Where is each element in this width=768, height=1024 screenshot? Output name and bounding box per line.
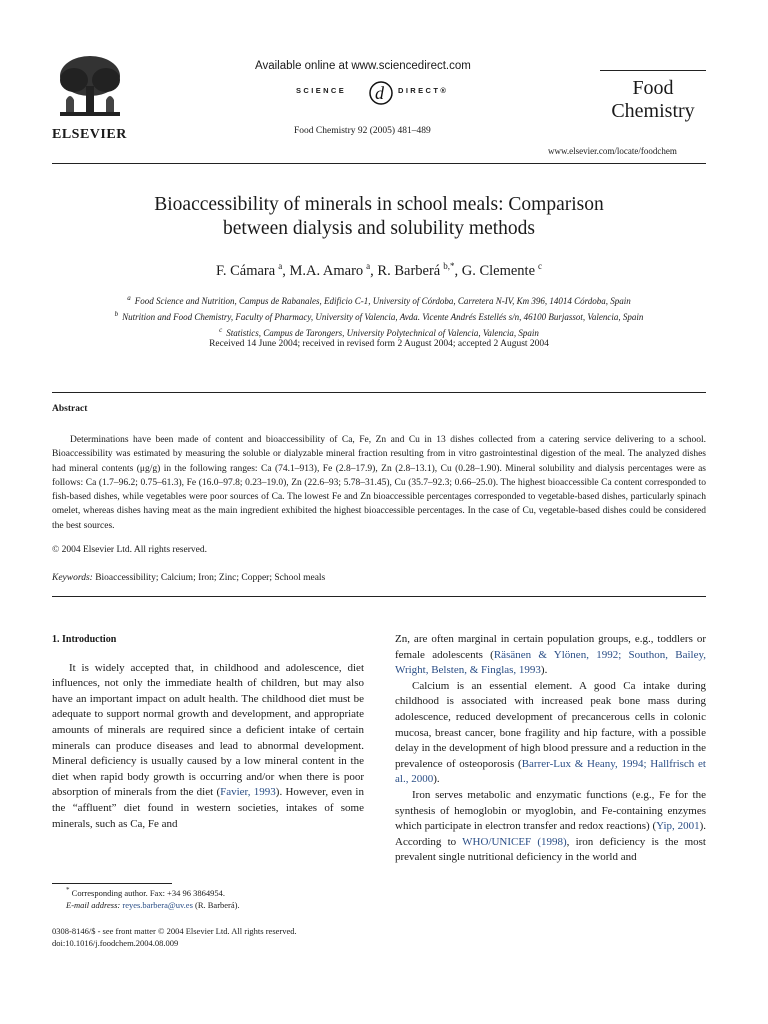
author-name: G. Clemente: [461, 262, 536, 279]
intro-paragraph-continued: [395, 632, 706, 679]
keywords: [52, 573, 325, 583]
right-column: [395, 632, 706, 866]
intro-paragraph-1: [52, 661, 364, 833]
affiliation-sup: a: [127, 294, 131, 302]
author-name: M.A. Amaro: [289, 262, 364, 279]
author-separator: ,: [454, 262, 462, 279]
issn-line: 0308-8146/$ - see front matter © 2004 Elsevier Ltd. All rights reserved.: [52, 926, 297, 936]
ref-who-unicef-link[interactable]: WHO/UNICEF (1998): [462, 835, 567, 848]
right-p3-text-c: , iron deficiency is the most prevalent single nutritional deficiency in the world and: [395, 835, 706, 864]
publisher-name: ELSEVIER: [52, 127, 127, 142]
author-affiliation-sup: c: [538, 261, 543, 271]
right-p1-text-a: Zn, are often marginal in certain population groups, e.g., toddlers or female adolescents (: [395, 633, 706, 661]
section-heading-introduction: 1. Introduction: [52, 634, 117, 645]
footnote-star: *: [66, 886, 70, 894]
email-label: E-mail address:: [66, 899, 121, 910]
intro-p1-text-a: It is widely accepted that, in childhood and adolescence, diet influences, not only the immediate health of children, but may also have an important impact on adult health. The childhood diet must be adequate to support normal growth and development, and appropriate amounts of minerals are required since a deficient intake of certain minerals can produce diseases and lead to abnormal development. Mineral deficiency is usually caused by a low mineral content in the diet when rapid body growth is occurring and/or when there is poor absorption of minerals from the diet (: [52, 661, 364, 799]
right-p3-text-a: Iron serves metabolic and enzymatic functions (e.g., Fe for the synthesis of hemoglobin or myoglobin, and Fe-containing enzymes which participate in electron transfer and redox reactions) (: [395, 788, 706, 833]
abstract-body: [52, 433, 706, 533]
journal-url[interactable]: www.elsevier.com/locate/foodchem: [548, 146, 677, 156]
footnote: [52, 884, 364, 911]
affiliation-text: Nutrition and Food Chemistry, Faculty of Pharmacy, University of Valencia, Avda. Vicente Andrés Estellés s/n, 46100 Burjassot, Valencia, Spain: [122, 312, 644, 322]
email-note: [52, 899, 364, 911]
affiliations: [52, 292, 706, 340]
abstract-heading: Abstract: [52, 404, 88, 414]
calcium-paragraph: [395, 679, 706, 788]
available-online-text: Available online at www.sciencedirect.com: [255, 60, 471, 72]
author-name: R. Barberá: [377, 262, 441, 279]
elsevier-tree-logo: [52, 50, 128, 124]
affiliation-line: [52, 292, 706, 308]
affiliation-text: Statistics, Campus de Tarongers, University Polytechnical of Valencia, Valencia, Spain: [226, 328, 539, 338]
author-affiliation-sup: a: [366, 261, 371, 271]
ref-favier-link[interactable]: Favier, 1993: [220, 786, 276, 799]
right-p3-text-b: ). According to: [395, 820, 706, 848]
affiliation-line: [52, 324, 706, 340]
ref-rasanen-southon-link[interactable]: Räsänen & Ylönen, 1992; Southon, Bailey, Wright, Belsten, & Finglas, 1993: [395, 648, 706, 677]
sciencedirect-logo-right: [398, 86, 446, 95]
doi-line[interactable]: doi:10.1016/j.foodchem.2004.08.009: [52, 938, 179, 948]
sd-right-text: DIRECT: [398, 86, 441, 95]
author-separator: ,: [282, 262, 290, 279]
article-title: [52, 193, 706, 241]
received-dates: Received 14 June 2004; received in revised form 2 August 2004; accepted 2 August 2004: [209, 339, 549, 349]
title-line-1: Bioaccessibility of minerals in school meals: Comparison: [154, 194, 604, 215]
right-p2-text-b: ).: [433, 773, 440, 786]
right-p2-text-a: Calcium is an essential element. A good Ca intake during childhood is associated with increased peak bone mass during adolescence, reduced development of precancerous cells in colonic mucosa, breast cancer, bone fragility and hip facture, with a possible delay in the development of high blood pressure and a reduction in the prevalence of osteoporosis (: [395, 679, 706, 770]
journal-citation: Food Chemistry 92 (2005) 481–489: [294, 126, 431, 136]
email-after: (R. Barberá).: [195, 899, 240, 910]
affiliation-text: Food Science and Nutrition, Campus de Rabanales, Edificio C-1, University of Córdoba, Carretera N-IV, Km 396, 14014 Córdoba, Spain: [134, 296, 631, 306]
abstract-bottom-rule: [52, 596, 706, 597]
ref-yip-link[interactable]: Yip, 2001: [656, 820, 700, 833]
corresponding-author-note: [52, 884, 364, 899]
affiliation-sup: c: [219, 326, 223, 334]
intro-p1-text-b: ). However, even in the “affluent” diet found in western societies, intakes of some minerals, such as Ca, Fe and: [52, 786, 364, 830]
author-affiliation-sup: a: [278, 261, 283, 271]
email-link[interactable]: reyes.barbera@uv.es: [122, 899, 193, 910]
corresponding-author-text: Corresponding author. Fax: +34 96 3864954.: [71, 887, 225, 898]
author-name: F. Cámara: [215, 262, 276, 279]
left-column: [52, 632, 364, 832]
sciencedirect-d-icon: [366, 78, 396, 106]
right-p1-text-b: ).: [540, 664, 548, 677]
abstract-paragraph: Determinations have been made of content and bioaccessibility of Ca, Fe, Zn and Cu in 13 dishes collected from a catering service delivering to a school. Bioaccessibility was estimated by measuring the soluble or dialyzable mineral fraction resulting from in vitro gastrointestinal digestion of the meal. The analyzed dishes had mineral contents (μg/g) in the following ranges: Ca (74.1–913), Fe (2.8–17.9), Zn (2.8–13.1), Cu (0.28–1.90). Mineral solubility and dialysis percentages were as follows: Ca (1.7–96.2; 0.75–61.3), Fe (16.0–97.8; 0.23–19.0), Zn (22.6–93; 5.78–31.45), Cu (35.7–92.3; 0.66–25.0). The highest bioaccessible Ca content corresponded to fish-based dishes, while vegetables were poor sources of Ca. The lowest Fe and Zn bioaccessible percentages corresponded to vegetable-based dishes, particularly spinach omelet, whereas dishes having meat as the main ingredient exhibited the highest bioaccessible percentages. In the case of Cu, vegetable-based dishes could be considered the best sources.: [52, 435, 706, 531]
title-line-2: between dialysis and solubility methods: [223, 218, 535, 239]
author-separator: ,: [370, 262, 378, 279]
header-divider: [52, 163, 706, 164]
iron-paragraph: [395, 788, 706, 866]
keywords-list: Bioaccessibility; Calcium; Iron; Zinc; Copper; School meals: [95, 573, 326, 583]
keywords-label: Keywords:: [52, 573, 93, 583]
author-list: [52, 261, 706, 280]
abstract-copyright: © 2004 Elsevier Ltd. All rights reserved.: [52, 545, 207, 555]
journal-name: [600, 77, 706, 123]
journal-name-rule: [600, 70, 706, 71]
author-affiliation-sup: b,*: [443, 261, 455, 271]
svg-text:d: d: [375, 83, 384, 103]
affiliation-line: [52, 308, 706, 324]
ref-barrer-lux-link[interactable]: Barrer-Lux & Heany, 1994; Hallfrisch et al., 2000: [395, 757, 706, 786]
abstract-top-rule: [52, 392, 706, 393]
sciencedirect-logo-left: SCIENCE: [296, 86, 347, 95]
registered-mark: ®: [440, 86, 446, 95]
journal-name-text: Food Chemistry: [611, 77, 695, 122]
issn-doi-block: [52, 925, 297, 949]
affiliation-sup: b: [114, 310, 119, 318]
